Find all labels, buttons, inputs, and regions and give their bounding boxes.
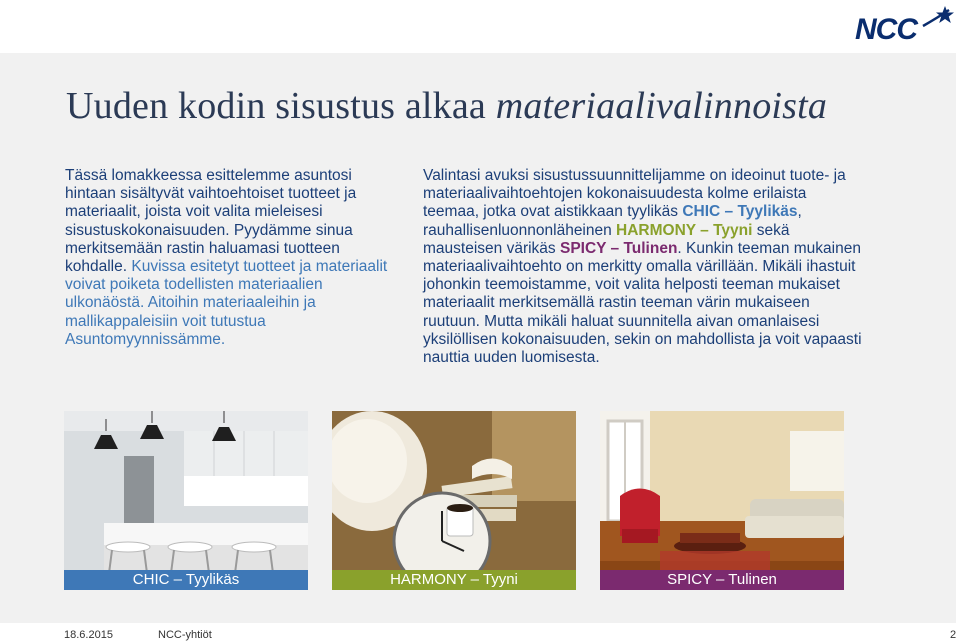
harmony-caption: HARMONY – Tyyni [332, 570, 576, 590]
chic-kitchen-photo [64, 411, 308, 590]
spicy-theme-highlight: SPICY – Tulinen [559, 239, 678, 257]
right-edge-strip [956, 53, 960, 623]
harmony-theme-highlight: HARMONY – Tyyni [616, 221, 753, 239]
ncc-logo [853, 4, 957, 44]
spicy-caption: SPICY – Tulinen [600, 570, 844, 590]
harmony-books-photo [332, 411, 576, 590]
spicy-livingroom-photo [600, 411, 844, 590]
header-bar [0, 0, 960, 53]
footer-date: 18.6.2015 [64, 629, 113, 641]
page-number: 2 [950, 629, 957, 641]
footer-company: NCC-yhtiöt [158, 629, 212, 641]
chic-theme-highlight: CHIC – Tyylikäs [682, 203, 798, 221]
intro-text: Tässä lomakkeessa esittelemme asuntosi hintaan sisältyvät vaihtoehtoiset tuotteet ja materiaalit, joista voit valita mieleisesi sisustuskokonaisuuden. Pyydämme sinua merkitsemään rastin haluamasi tuotteen kohdalle. Kuvissa esitetyt tuotteet ja materiaalit voivat poiketa todellisten materiaalien ulkonäöstä. Aitoihin materiaaleihin ja mallikappaleisiin voit tutustua Asuntomyynnissämme. [65, 167, 388, 348]
page-title: Uuden kodin sisustus alkaa materiaalivalinnoista [66, 85, 828, 127]
star-icon [936, 6, 954, 23]
chic-caption: CHIC – Tyylikäs [64, 570, 308, 590]
themes-description: Valintasi avuksi sisustussuunnittelijamme on ideoinut tuote- ja materiaalivaihtoehtojen kokonaisuudesta kolme erilaista teemaa, jotka ovat aistikkaan tyylikäs CHIC – Tyylikäs, rauhallisenluonnonläheinen HARMONY – Tyyni sekä mausteisen värikäs SPICY – Tulinen. Kunkin teeman mukainen materiaalivaihtoehto on merkitty omalla värillään. Mikäli ihastuit johonkin teemoistamme, voit valita helposti teeman mukaiset materiaalit merkitsemällä rastin teeman värin mukaiseen ruutuun. Mutta mikäli haluat suunnitella aivan omanlaisesi yksilöllisen kokonaisuuden, sekin on mahdollista ja voit vapaasti nauttia uuden luomisesta. [423, 167, 862, 367]
svg-text:NCC: NCC [855, 13, 917, 44]
